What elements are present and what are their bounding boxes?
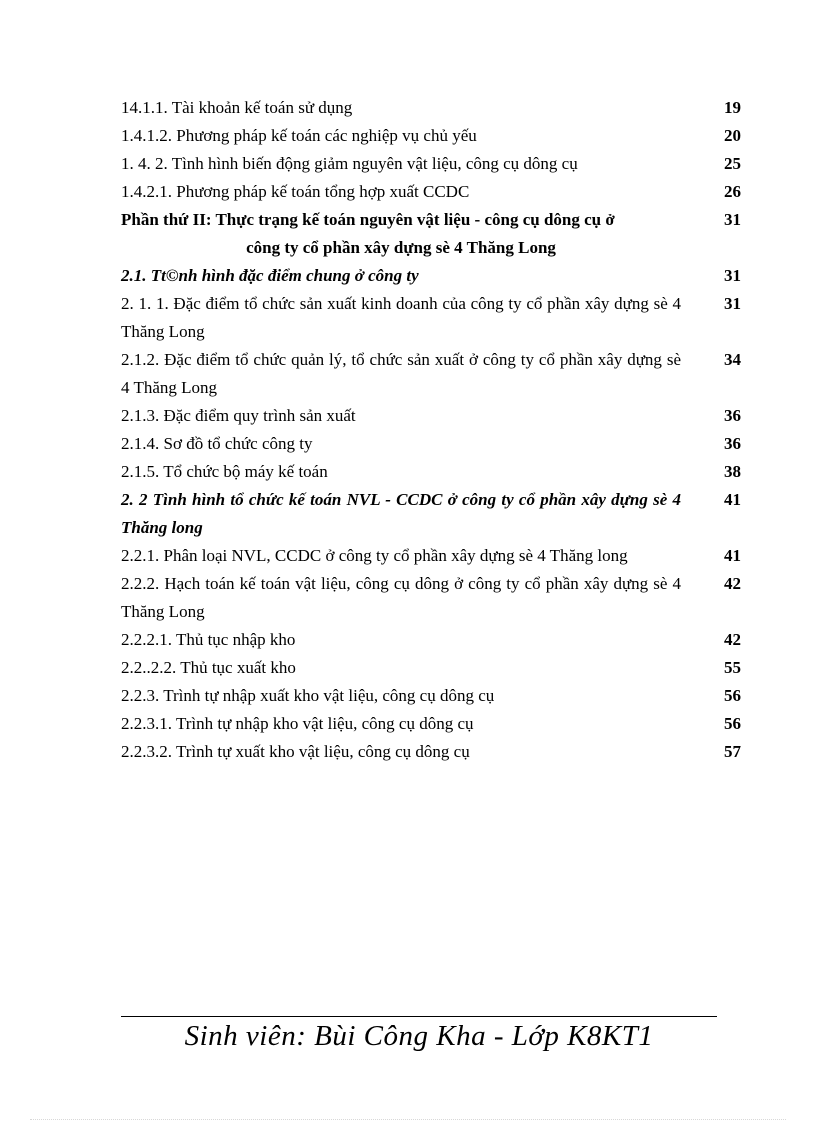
toc-entry-title: 2.2.2.1. Thủ tục nhập kho [121, 630, 296, 649]
page-bottom-edge [30, 1119, 786, 1120]
toc-entry-page: 31 [724, 266, 741, 285]
toc-entry [121, 654, 741, 682]
toc-entry [121, 94, 741, 122]
toc-entry-title: 2. 1. 1. Đặc điểm tổ chức sản xuất kinh doanh của công ty cổ phần xây dựng sè 4 Thăng Long [121, 294, 681, 341]
footer-student-info: Sinh viên: Bùi Công Kha - Lớp K8KT1 [184, 1020, 654, 1052]
toc-entry-page: 41 [724, 490, 741, 509]
toc-entry-title: 2.1.5. Tổ chức bộ máy kế toán [121, 462, 328, 481]
toc-entry-page: 19 [724, 98, 741, 117]
toc-entry-title: 2.2.3.1. Trình tự nhập kho vật liệu, công cụ dông cụ [121, 714, 474, 733]
toc-entry-title: 1.4.1.2. Phương pháp kế toán các nghiệp vụ chủ yếu [121, 126, 477, 145]
toc-entry-title: 1.4.2.1. Phương pháp kế toán tổng hợp xuất CCDC [121, 182, 470, 201]
toc-entry-page: 20 [724, 126, 741, 145]
toc-entry-page: 34 [724, 350, 741, 369]
toc-entry-title: 2.1.3. Đặc điểm quy trình sản xuất [121, 406, 356, 425]
toc-entry-title [121, 206, 681, 262]
toc-part-heading [121, 206, 741, 262]
toc-entry [121, 710, 741, 738]
toc-entry [121, 346, 741, 402]
toc-entry-title: 2.2.2. Hạch toán kế toán vật liệu, công cụ dông ở công ty cổ phần xây dựng sè 4 Thăng Long [121, 574, 681, 621]
toc-part-heading-line1: Phần thứ II: Thực trạng kế toán nguyên vật liệu - công cụ dông cụ ở [121, 210, 615, 229]
toc-entry [121, 430, 741, 458]
toc-entry-page: 41 [724, 546, 741, 565]
toc-entry-title: 2.1. Tt©nh hình đặc điểm chung ở công ty [121, 266, 419, 285]
toc-section-heading [121, 262, 741, 290]
toc-entry [121, 150, 741, 178]
toc-entry [121, 570, 741, 626]
toc-entry-page: 26 [724, 182, 741, 201]
toc-entry-page: 31 [724, 210, 741, 229]
toc-entry-title: 2.2..2.2. Thủ tục xuất kho [121, 658, 296, 677]
toc-entry [121, 458, 741, 486]
toc-entry [121, 178, 741, 206]
toc-entry [121, 290, 741, 346]
toc-entry-title: 1. 4. 2. Tình hình biến động giảm nguyên vật liệu, công cụ dông cụ [121, 154, 578, 173]
toc-part-heading-line2: công ty cổ phần xây dựng sè 4 Thăng Long [246, 238, 556, 257]
toc-entry-page: 38 [724, 462, 741, 481]
toc-entry-title: 14.1.1. Tài khoản kế toán sử dụng [121, 98, 353, 117]
table-of-contents [121, 94, 741, 766]
toc-entry-page: 42 [724, 630, 741, 649]
toc-entry-page: 55 [724, 658, 741, 677]
toc-entry-page: 57 [724, 742, 741, 761]
toc-entry-title: 2.2.1. Phân loại NVL, CCDC ở công ty cổ phần xây dựng sè 4 Thăng long [121, 546, 628, 565]
toc-entry-page: 36 [724, 434, 741, 453]
toc-entry [121, 626, 741, 654]
toc-entry [121, 738, 741, 766]
toc-entry-page: 56 [724, 686, 741, 705]
toc-entry-title: 2. 2 Tình hình tổ chức kế toán NVL - CCDC ở công ty cổ phần xây dựng sè 4 Thăng long [121, 490, 681, 537]
toc-entry-page: 36 [724, 406, 741, 425]
toc-entry-title: 2.1.2. Đặc điểm tổ chức quản lý, tổ chức sản xuất ở công ty cổ phần xây dựng sè 4 Thăng Long [121, 350, 681, 397]
toc-entry-page: 25 [724, 154, 741, 173]
toc-entry [121, 682, 741, 710]
toc-entry [121, 122, 741, 150]
toc-entry [121, 542, 741, 570]
toc-section-heading [121, 486, 741, 542]
toc-entry-title: 2.1.4. Sơ đồ tổ chức công ty [121, 434, 313, 453]
toc-entry-title: 2.2.3. Trình tự nhập xuất kho vật liệu, công cụ dông cụ [121, 686, 495, 705]
toc-entry-title: 2.2.3.2. Trình tự xuất kho vật liệu, công cụ dông cụ [121, 742, 470, 761]
footer-divider [121, 1016, 717, 1017]
toc-entry-page: 56 [724, 714, 741, 733]
toc-entry-page: 31 [724, 294, 741, 313]
toc-entry [121, 402, 741, 430]
toc-entry-page: 42 [724, 574, 741, 593]
